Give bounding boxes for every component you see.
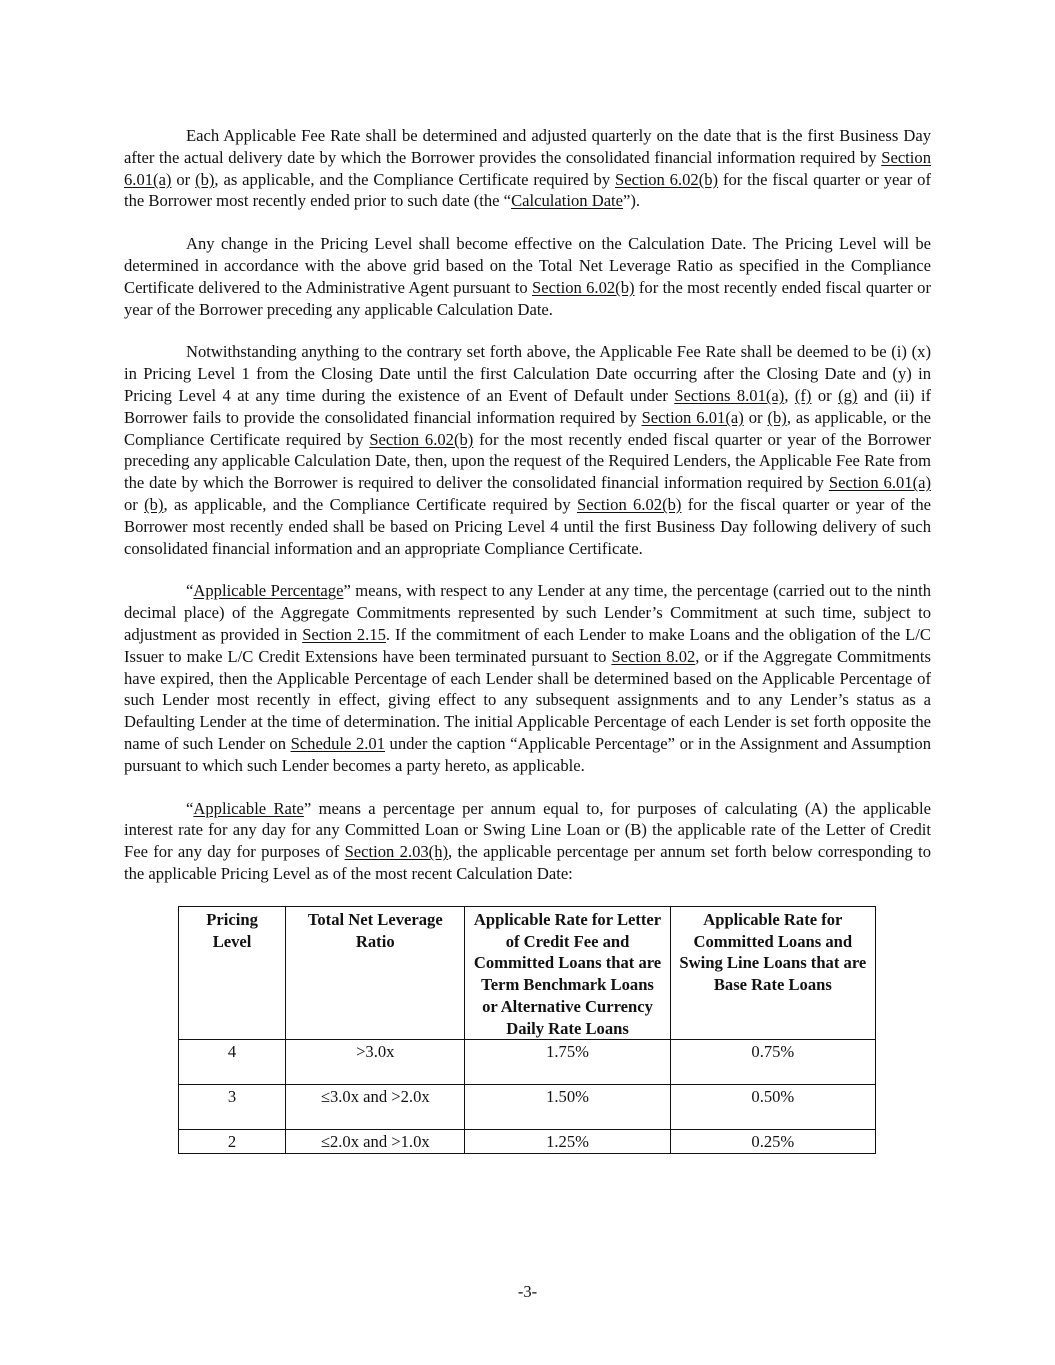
- text: , the applicable percentage per annum set forth below corresponding to the applicable Pricing Level as of the most recent Calculation Date:: [124, 842, 932, 883]
- cell-rate-base-rate: 0.25%: [670, 1130, 875, 1154]
- cell-rate-lc-fee: 1.25%: [465, 1130, 670, 1154]
- page-number: -3-: [517, 1282, 538, 1301]
- text: for the most recently ended fiscal quarter or year of the Borrower preceding any applicable Calculation Date.: [124, 277, 931, 319]
- defined-term: Applicable Percentage: [193, 581, 344, 601]
- text: for the most recently ended fiscal quarter or year of the Borrower preceding any applicable Calculation Date, then, upon the request of the Required Lenders, the Applicable Fee Rate from the date by which the Borrower is required to deliver the consolidated financial information required by: [124, 429, 931, 493]
- text: “: [186, 581, 194, 601]
- cell-pricing-level: 3: [179, 1085, 286, 1130]
- cell-pricing-level: 4: [179, 1040, 286, 1085]
- paragraph-applicable-percentage: [124, 580, 931, 776]
- paragraph-notwithstanding: [124, 341, 931, 559]
- section-reference: (b): [195, 169, 215, 189]
- text: for the fiscal quarter or year of the Borrower most recently ended prior to such date (the “: [124, 169, 931, 211]
- text: under the caption “Applicable Percentage” or in the Assignment and Assumption pursuant to which such Lender becomes a party hereto, as applicable.: [124, 733, 932, 775]
- paragraph-applicable-rate: [124, 798, 931, 885]
- text: Each Applicable Fee Rate shall be determined and adjusted quarterly on the date that is the first Business Day after the actual delivery date by which the Borrower provides the consolidated financial information required by: [124, 126, 931, 167]
- cell-pricing-level: 2: [179, 1130, 286, 1154]
- text: , as applicable, and the Compliance Certificate required by: [214, 169, 616, 189]
- table-row: [179, 1085, 876, 1130]
- text: or: [811, 385, 839, 405]
- section-reference: Section 8.02: [611, 646, 696, 666]
- text: “: [186, 798, 194, 818]
- cell-leverage-ratio: ≤2.0x and >1.0x: [286, 1130, 465, 1154]
- text: or: [743, 407, 768, 427]
- text: or: [171, 169, 196, 189]
- header-pricing-level: Pricing Level: [179, 906, 286, 1040]
- text: ”).: [623, 191, 641, 211]
- section-reference: Section 6.02(b): [615, 169, 719, 189]
- header-total-net-leverage-ratio: Total Net Leverage Ratio: [286, 906, 465, 1040]
- defined-term: Applicable Rate: [193, 798, 304, 818]
- defined-term: Calculation Date: [511, 191, 624, 211]
- section-reference: (b): [144, 494, 164, 514]
- text: ” means a percentage per annum equal to, for purposes of calculating (A) the applicable interest rate for any day for any Committed Loan or Swing Line Loan or (B) the applicable rate of the Letter of Credit Fee for any day for purposes of: [124, 798, 932, 862]
- text: ” means, with respect to any Lender at any time, the percentage (carried out to the ninth decimal place) of the Aggregate Commitments represented by such Lender’s Commitment at such time, subject to adjustment as provided in: [124, 581, 931, 644]
- cell-rate-lc-fee: 1.50%: [465, 1085, 670, 1130]
- cell-leverage-ratio: >3.0x: [286, 1040, 465, 1085]
- table-row: [179, 1130, 876, 1154]
- paragraph-pricing-level-change: [124, 233, 931, 320]
- section-reference: Sections 8.01(a): [674, 385, 785, 405]
- section-reference: Section 6.01(a): [641, 407, 744, 427]
- section-reference: Section 6.02(b): [576, 494, 682, 514]
- cell-rate-base-rate: 0.75%: [670, 1040, 875, 1085]
- section-reference: (f): [794, 385, 812, 405]
- text: for the fiscal quarter or year of the Borrower most recently ended shall be based on Pricing Level 4 until the first Business Day following delivery of such consolidated financial information and an appropriate Compliance Certificate.: [124, 494, 931, 558]
- section-reference: Section 6.02(b): [369, 429, 474, 449]
- cell-rate-base-rate: 0.50%: [670, 1085, 875, 1130]
- text: and (ii) if Borrower fails to provide the consolidated financial information required by: [124, 385, 931, 427]
- text: or: [124, 494, 145, 514]
- text: , as applicable, and the Compliance Certificate required by: [163, 494, 577, 514]
- header-rate-lc-fee-term-loans: Applicable Rate for Letter of Credit Fee and Committed Loans that are Term Benchmark Loans or Alternative Currency Daily Rate Loans: [465, 906, 670, 1040]
- text: , as applicable, or the Compliance Certificate required by: [124, 407, 931, 449]
- schedule-reference: Schedule 2.01: [290, 733, 385, 753]
- section-reference: Section 2.15: [302, 624, 386, 644]
- text: Notwithstanding anything to the contrary set forth above, the Applicable Fee Rate shall be deemed to be (i) (x) in Pricing Level 1 from the Closing Date until the first Calculation Date occurring after the Closing Date and (y) in Pricing Level 4 at any time during the existence of an Event of Default under: [124, 342, 931, 405]
- section-reference: Section 6.02(b): [532, 277, 635, 297]
- paragraph-fee-rate-determination: [124, 125, 931, 212]
- section-reference: Section 6.01(a): [124, 147, 931, 189]
- text: . If the commitment of each Lender to make Loans and the obligation of the L/C Issuer to make L/C Credit Extensions have been terminated pursuant to: [124, 624, 931, 666]
- pricing-grid-table: [178, 906, 876, 1155]
- section-reference: Section 6.01(a): [828, 473, 931, 493]
- cell-rate-lc-fee: 1.75%: [465, 1040, 670, 1085]
- header-rate-base-rate-loans: Applicable Rate for Committed Loans and Swing Line Loans that are Base Rate Loans: [670, 906, 875, 1040]
- document-page: [124, 125, 931, 1154]
- cell-leverage-ratio: ≤3.0x and >2.0x: [286, 1085, 465, 1130]
- table-row: [179, 1040, 876, 1085]
- section-reference: (b): [767, 407, 787, 427]
- text: , or if the Aggregate Commitments have expired, then the Applicable Percentage of each Lender shall be determined based on the Applicable Percentage of such Lender most recently in effect, giving effect to any subsequent assignments and to any Lender’s status as a Defaulting Lender at the time of determination. The initial Applicable Percentage of each Lender is set forth opposite the name of such Lender on: [124, 646, 931, 753]
- text: Any change in the Pricing Level shall become effective on the Calculation Date. The Pricing Level will be determined in accordance with the above grid based on the Total Net Leverage Ratio as specified in the Compliance Certificate delivered to the Administrative Agent pursuant to: [124, 234, 931, 297]
- section-reference: (g): [838, 385, 858, 405]
- text: ,: [784, 385, 795, 405]
- table-header-row: [179, 906, 876, 1040]
- section-reference: Section 2.03(h): [344, 842, 449, 862]
